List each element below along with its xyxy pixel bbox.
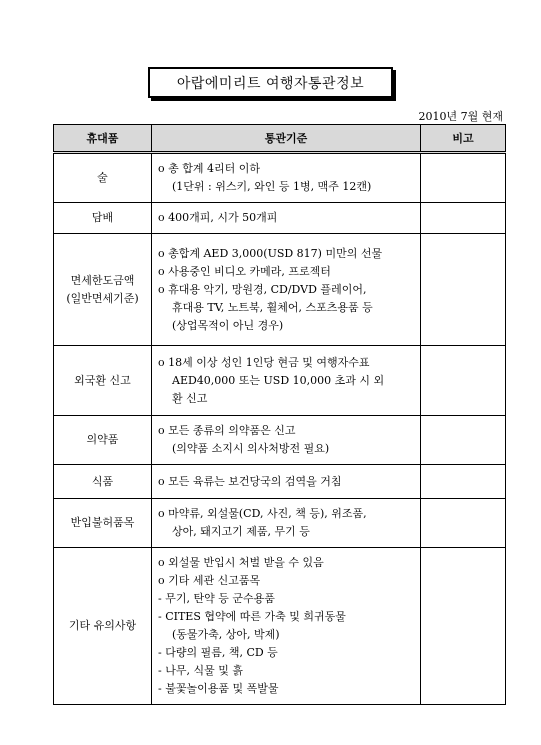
table-row <box>54 346 506 416</box>
table-header-row <box>54 125 506 153</box>
row-criteria <box>152 234 421 346</box>
row-remarks <box>421 203 506 234</box>
row-remarks <box>421 499 506 548</box>
category-text: 식품 <box>91 474 114 488</box>
criteria-line: ο 400개피, 시가 50개피 <box>158 211 278 224</box>
criteria-line: (의약품 소지시 의사처방전 필요) <box>172 442 330 455</box>
page-title: 아랍에미리트 여행자통관정보 <box>148 67 393 98</box>
criteria-line: (동물가축, 상아, 박제) <box>172 628 280 641</box>
category-text: 면세한도금액 <box>70 273 135 287</box>
customs-table <box>53 124 506 705</box>
row-remarks <box>421 153 506 203</box>
criteria-line: ο 모든 육류는 보건당국의 검역을 거침 <box>158 474 342 488</box>
criteria-line: - 나무, 식물 및 흙 <box>158 664 243 677</box>
date-label: 2010년 7월 현재 <box>418 110 503 123</box>
criteria-line: ο 외설물 반입시 처벌 받을 수 있음 <box>158 556 324 569</box>
criteria-line: ο 기타 세관 신고품목 <box>158 574 261 587</box>
criteria-line: AED40,000 또는 USD 10,000 초과 시 외 <box>172 373 385 387</box>
criteria-line: 휴대용 TV, 노트북, 휠체어, 스포츠용품 등 <box>172 300 373 314</box>
row-remarks <box>421 346 506 416</box>
header-remarks: 비고 <box>421 125 506 153</box>
criteria-line: (상업목적이 아닌 경우) <box>172 318 284 332</box>
row-remarks <box>421 465 506 499</box>
category-text: 담배 <box>91 211 114 224</box>
category-text: 술 <box>97 171 108 184</box>
row-category <box>54 499 152 548</box>
criteria-line: - 불꽃놀이용품 및 폭발물 <box>158 682 279 695</box>
category-text: 외국환 신고 <box>74 373 131 387</box>
row-remarks <box>421 548 506 705</box>
row-criteria <box>152 548 421 705</box>
criteria-line: - CITES 협약에 따른 가축 및 희귀동물 <box>158 610 346 623</box>
table-row <box>54 465 506 499</box>
row-category <box>54 203 152 234</box>
row-category <box>54 548 152 705</box>
criteria-line: 환 신고 <box>172 391 208 405</box>
category-text: 의약품 <box>86 433 119 446</box>
table-row <box>54 416 506 465</box>
row-criteria <box>152 416 421 465</box>
row-criteria <box>152 203 421 234</box>
row-category <box>54 416 152 465</box>
criteria-line: ο 총합계 AED 3,000(USD 817) 미만의 선물 <box>158 246 383 260</box>
row-criteria <box>152 153 421 203</box>
table-row <box>54 203 506 234</box>
criteria-line: ο 총 합계 4리터 이하 <box>158 162 260 175</box>
row-remarks <box>421 234 506 346</box>
criteria-line: ο 마약류, 외설물(CD, 사진, 책 등), 위조품, <box>158 507 367 520</box>
criteria-line: - 다량의 필름, 책, CD 등 <box>158 646 278 659</box>
criteria-line: - 무기, 탄약 등 군수용품 <box>158 592 275 605</box>
criteria-line: ο 18세 이상 성인 1인당 현금 및 여행자수표 <box>158 355 370 369</box>
row-criteria <box>152 499 421 548</box>
row-category <box>54 234 152 346</box>
criteria-line: ο 모든 종류의 의약품은 신고 <box>158 424 296 437</box>
table-row <box>54 153 506 203</box>
row-criteria <box>152 346 421 416</box>
category-text: 반입불허품목 <box>70 516 135 529</box>
row-category <box>54 346 152 416</box>
row-criteria <box>152 465 421 499</box>
category-text: 기타 유의사항 <box>68 619 137 632</box>
table-row <box>54 548 506 705</box>
table-row <box>54 234 506 346</box>
header-item: 휴대품 <box>54 125 152 153</box>
row-remarks <box>421 416 506 465</box>
category-text: (일반면세기준) <box>66 291 139 305</box>
criteria-line: (1단위 : 위스키, 와인 등 1병, 맥주 12캔) <box>172 180 372 193</box>
table-row <box>54 499 506 548</box>
criteria-line: ο 휴대용 악기, 망원경, CD/DVD 플레이어, <box>158 282 367 296</box>
row-category <box>54 153 152 203</box>
row-category <box>54 465 152 499</box>
header-criteria: 통관기준 <box>152 125 421 153</box>
criteria-line: ο 사용중인 비디오 카메라, 프로젝터 <box>158 264 331 278</box>
criteria-line: 상아, 돼지고기 제품, 무기 등 <box>172 525 310 538</box>
